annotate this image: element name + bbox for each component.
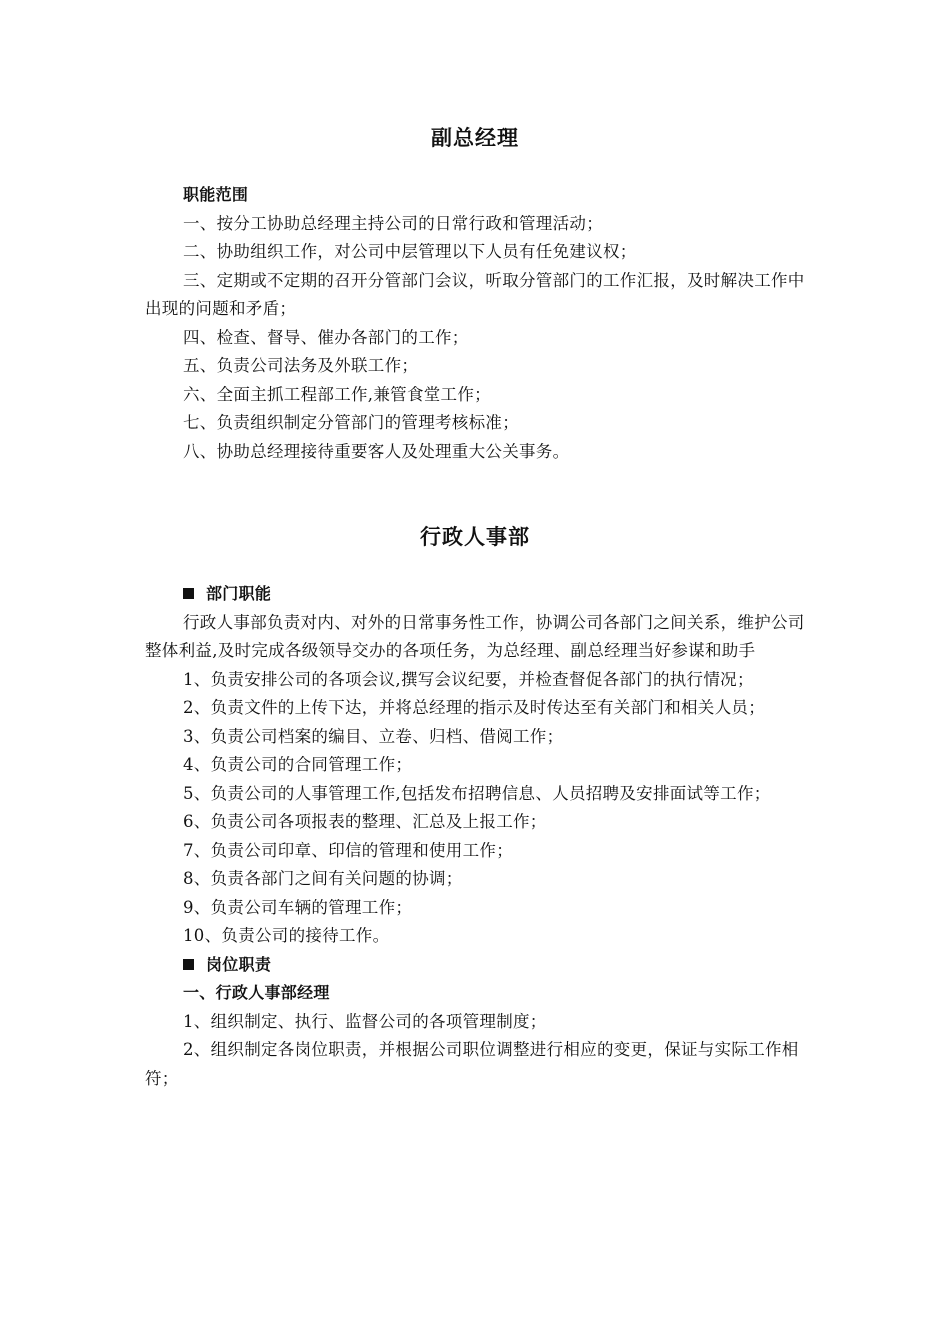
function-item: 2、负责文件的上传下达，并将总经理的指示及时传达至有关部门和相关人员；: [183, 698, 765, 717]
scope-item: 二、协助组织工作，对公司中层管理以下人员有任免建议权；: [183, 242, 637, 261]
section-deputy-gm-body: [145, 181, 815, 466]
heading-duties: 岗位职责: [145, 951, 815, 980]
section-title-deputy-gm: 副总经理: [431, 125, 519, 150]
scope-item: 六、全面主抓工程部工作,兼管食堂工作；: [183, 384, 491, 404]
heading-scope: 职能范围: [183, 185, 249, 204]
heading-manager: 一、行政人事部经理: [183, 983, 330, 1002]
function-item: 7、负责公司印章、印信的管理和使用工作；: [183, 840, 513, 860]
section-admin-hr-body: [145, 580, 815, 1093]
function-item: 3、负责公司档案的编目、立卷、归档、借阅工作；: [183, 726, 564, 746]
scope-item: 五、负责公司法务及外联工作；: [183, 356, 419, 375]
function-item: 10、负责公司的接待工作。: [183, 926, 390, 945]
square-bullet-icon: [183, 959, 194, 970]
function-item: 8、负责各部门之间有关问题的协调；: [183, 869, 463, 888]
scope-item: 三、定期或不定期的召开分管部门会议，听取分管部门的工作汇报，及时解决工作中出现的问题和矛盾；: [145, 270, 805, 318]
manager-item: 1、组织制定、执行、监督公司的各项管理制度；: [183, 1011, 547, 1031]
heading-functions: 部门职能: [145, 580, 815, 609]
function-item: 6、负责公司各项报表的整理、汇总及上报工作；: [183, 812, 547, 831]
functions-intro: 行政人事部负责对内、对外的日常事务性工作，协调公司各部门之间关系，维护公司整体利益,及时完成各级领导交办的各项任务，为总经理、副总经理当好参谋和助手: [145, 612, 805, 660]
function-item: 9、负责公司车辆的管理工作；: [183, 897, 413, 917]
function-item: 5、负责公司的人事管理工作,包括发布招聘信息、人员招聘及安排面试等工作；: [183, 783, 771, 803]
scope-item: 八、协助总经理接待重要客人及处理重大公关事务。: [183, 441, 570, 461]
scope-item: 七、负责组织制定分管部门的管理考核标准；: [183, 413, 519, 432]
square-bullet-icon: [183, 588, 194, 599]
function-item: 1、负责安排公司的各项会议,撰写会议纪要，并检查督促各部门的执行情况；: [183, 669, 754, 689]
scope-item: 一、按分工协助总经理主持公司的日常行政和管理活动；: [183, 213, 603, 233]
scope-item: 四、检查、督导、催办各部门的工作；: [183, 327, 469, 347]
manager-item: 2、组织制定各岗位职责，并根据公司职位调整进行相应的变更，保证与实际工作相符；: [145, 1040, 799, 1088]
function-item: 4、负责公司的合同管理工作；: [183, 755, 413, 774]
section-title-admin-hr: 行政人事部: [420, 524, 530, 549]
